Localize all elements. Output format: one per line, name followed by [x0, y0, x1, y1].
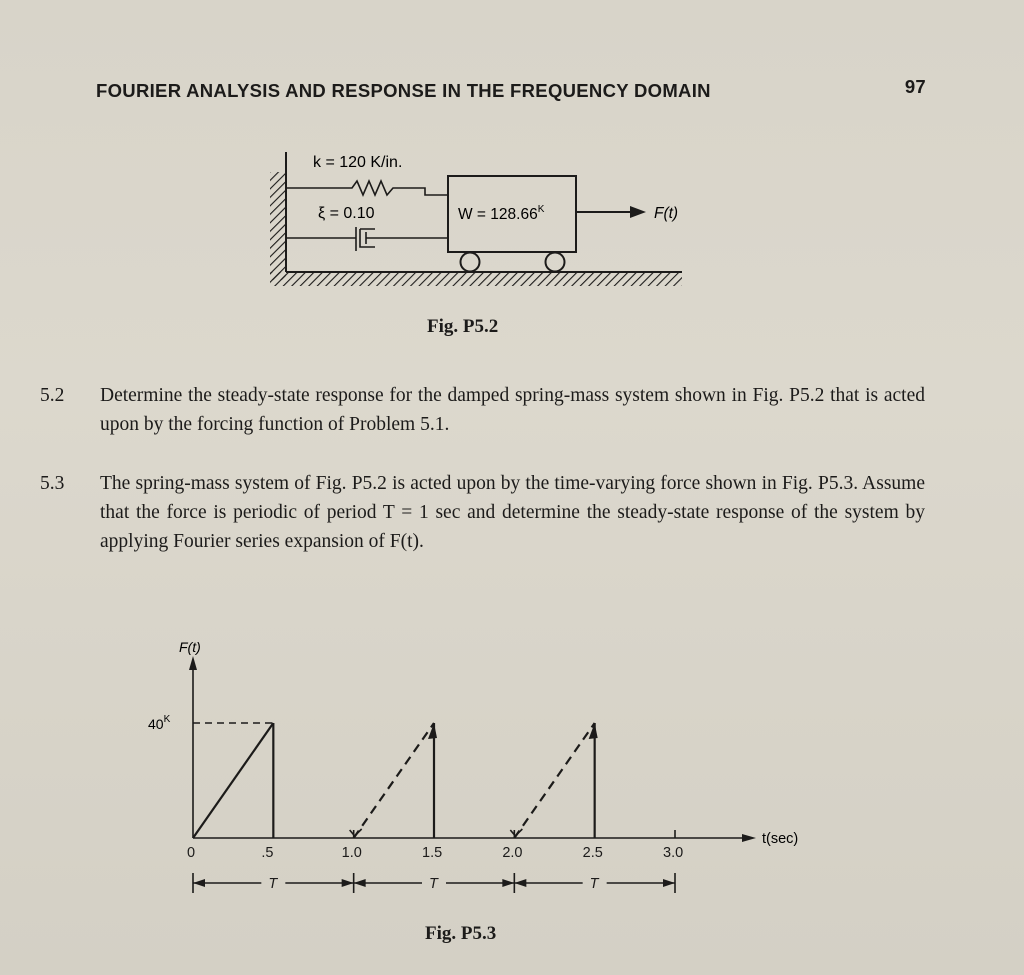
x-axis-label: t(sec): [762, 831, 799, 847]
period-arrowhead: [514, 879, 526, 887]
x-tick-label: 0: [187, 845, 196, 861]
force-label: F(t): [654, 205, 679, 222]
period-label: T: [589, 876, 599, 892]
x-tick-label: 2.5: [582, 845, 603, 861]
caption-fig-p5-2: Fig. P5.2: [427, 316, 499, 337]
period-label: T: [429, 876, 438, 892]
force-ramp-segment: [354, 723, 434, 838]
ramp-foot-mark: [350, 829, 362, 836]
force-ramp-segment: [514, 723, 594, 838]
x-tick-label: 1.5: [422, 845, 443, 861]
x-tick-label: 2.0: [502, 845, 523, 861]
period-label: T: [268, 876, 278, 892]
damping-label: ξ = 0.10: [318, 205, 375, 222]
period-arrowhead: [354, 879, 366, 887]
stiffness-label: k = 120 K/in.: [313, 154, 403, 171]
y-axis-label: F(t): [179, 639, 201, 655]
x-tick-label: .5: [261, 845, 274, 861]
x-axis-arrowhead: [742, 834, 756, 842]
ramp-foot-mark: [510, 829, 522, 836]
peak-label: $40^K$: [148, 714, 171, 732]
problem-text: Determine the steady-state response for the damped spring-mass system shown in Fig. P5.2 that is acted upon by the forcing function of Problem 5.1.: [100, 385, 925, 435]
period-arrowhead: [342, 879, 354, 887]
problem-number: 5.2: [40, 385, 65, 406]
problem-number: 5.3: [40, 473, 65, 494]
period-arrowhead: [193, 879, 205, 887]
period-arrowhead: [502, 879, 514, 887]
y-axis-arrowhead: [189, 656, 197, 670]
period-arrowhead: [663, 879, 675, 887]
x-tick-label: 3.0: [663, 845, 684, 861]
problem-text: The spring-mass system of Fig. P5.2 is acted upon by the time-varying force shown in Fig. P5.3. Assume that the force is periodic of period T = 1 sec and determine the steady-state response of the system by applying Fourier series expansion of F(t).: [100, 473, 925, 552]
mass-label: $W = 128.66^K$: [458, 204, 545, 223]
force-ramp-segment: [193, 723, 273, 838]
page-number: 97: [904, 76, 926, 97]
chapter-title: FOURIER ANALYSIS AND RESPONSE IN THE FREQUENCY DOMAIN: [96, 80, 711, 101]
caption-fig-p5-3: Fig. P5.3: [425, 923, 497, 944]
x-tick-label: 1.0: [341, 845, 362, 861]
